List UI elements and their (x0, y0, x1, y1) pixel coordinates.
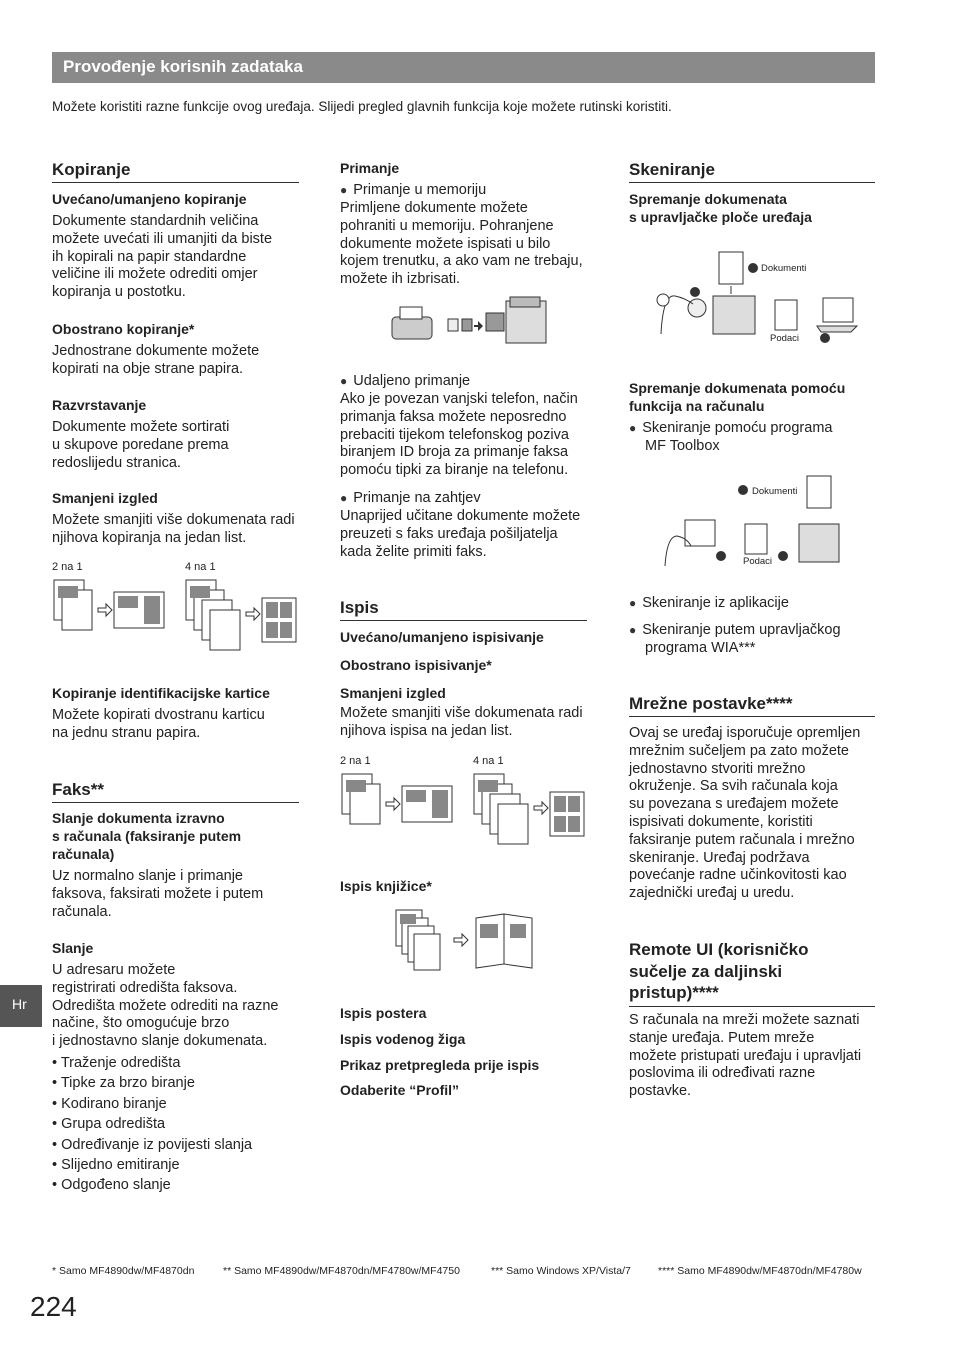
text-block: U adresaru možete registrirati odredišta faksova. Odredišta možete odrediti na razne načine, što omogućuje brzo i jednostavno slanje dokumenata. (52, 962, 279, 1050)
sub-obostrano-kopiranje: Obostrano kopiranje* (52, 321, 195, 337)
label-dokumenti: Dokumenti (752, 486, 798, 497)
page-number: 224 (30, 1291, 77, 1322)
sub-slanje: Slanje (52, 940, 94, 956)
bullet-primanje-zahtjev: ● Primanje na zahtjev (340, 490, 481, 508)
text-block: MF Toolbox (645, 438, 720, 454)
sub-profil: Odaberite “Profil” (340, 1082, 460, 1098)
bullet-mf-toolbox: ● Skeniranje pomoću programa (629, 420, 832, 438)
text-block: Ako je povezan vanjski telefon, način primanja faksa možete neposredno prebaciti tijekom telefonskog poziva biranjem ID broja za primanje faksa pomoću tipki za biranje na telefonu. (340, 391, 578, 479)
heading-remote-ui: Remote UI (korisničko sučelje za daljinski pristup)**** (629, 939, 875, 1007)
sub-obostrano-ispis: Obostrano ispisivanje* (340, 657, 492, 673)
sub-vodeni-zig: Ispis vodenog žiga (340, 1031, 466, 1047)
scan-panel-illustration (649, 248, 869, 348)
heading-ispis: Ispis (340, 598, 587, 621)
text-block: Možete smanjiti više dokumenata radi njihova kopiranja na jedan list. (52, 512, 295, 546)
text-block: Ovaj se uređaj isporučuje opremljen mrežnim sučeljem pa zato možete jednostavno stvoriti mrežno okruženje. Sa svih računala koja su povezana s uređajem možete ispisivati dokumente, koristiti faksiranje putem računala i mrežno skeniranje. Uređaj podržava povećanje radne učinkovitosti kao zajednički uređaj u uredu. (629, 725, 861, 902)
intro-text: Možete koristiti razne funkcije ovog uređaja. Slijedi pregled glavnih funkcija koje možete rutinski koristiti. (52, 99, 672, 114)
text-block: Primljene dokumente možete pohraniti u memoriju. Pohranjene dokumente možete ispisati u bilo kojem trenutku, a ako vam ne trebaju, možete ih izbrisati. (340, 200, 583, 288)
text-block: Možete kopirati dvostranu karticu na jednu stranu papira. (52, 707, 265, 741)
sub-spremanje-ploca: Spremanje dokumenata s upravljačke ploče uređaja (629, 191, 812, 225)
sub-primanje: Primanje (340, 160, 400, 176)
label-4na1: 4 na 1 (473, 755, 504, 767)
section-banner (52, 52, 875, 83)
bullet-primanje-memorija: ● Primanje u memoriju (340, 182, 486, 200)
footnote: ** Samo MF4890dw/MF4870dn/MF4780w/MF4750 (223, 1265, 460, 1277)
heading-faks: Faks** (52, 780, 299, 803)
bullet-iz-aplikacije: ● Skeniranje iz aplikacije (629, 595, 789, 613)
label-dokumenti: Dokumenti (761, 263, 807, 274)
text-block: Dokumente standardnih veličina možete uvećati ili umanjiti da biste ih kopirali na papir standardne veličine ili možete odrediti omjer kopiranja u postotku. (52, 213, 273, 301)
text-block: programa WIA*** (645, 640, 756, 656)
list-item: • Slijedno emitiranje (52, 1157, 180, 1174)
text-block: Dokumente možete sortirati u skupove poredane prema redoslijedu stranica. (52, 419, 230, 471)
list-item: • Grupa odredišta (52, 1116, 166, 1133)
bullet-udaljeno-primanje: ● Udaljeno primanje (340, 373, 470, 391)
sub-ispis-postera: Ispis postera (340, 1005, 427, 1021)
heading-kopiranje: Kopiranje (52, 160, 299, 183)
footnote: **** Samo MF4890dw/MF4870dn/MF4780w (658, 1265, 862, 1277)
list-item: • Kodirano biranje (52, 1095, 167, 1112)
heading-mrezne-postavke: Mrežne postavke**** (629, 694, 875, 717)
label-4na1: 4 na 1 (185, 561, 216, 573)
text-block: Jednostrane dokumente možete kopirati na obje strane papira. (52, 343, 260, 377)
footnote: *** Samo Windows XP/Vista/7 (491, 1265, 631, 1277)
sub-id-kartica: Kopiranje identifikacijske kartice (52, 685, 270, 701)
sub-pretpregled: Prikaz pretpregleda prije ispis (340, 1057, 540, 1073)
label-podaci: Podaci (770, 333, 800, 344)
list-item: • Tipke za brzo biranje (52, 1075, 195, 1092)
language-tab (0, 985, 42, 1027)
layout-illustration (52, 578, 302, 663)
text-block: Možete smanjiti više dokumenata radi njihova ispisa na jedan list. (340, 705, 583, 739)
text-block: S računala na mreži možete saznati stanje uređaja. Putem mreže možete pristupati uređaju i upravljati poslovima ili određivati razne postavke. (629, 1012, 862, 1100)
list-item: • Odgođeno slanje (52, 1177, 171, 1194)
sub-smanjeni-izgled: Smanjeni izgled (52, 490, 158, 506)
text-block: Unaprijed učitane dokumente možete preuzeti s faks uređaja pošiljatelja kada želite primiti faks. (340, 508, 581, 560)
label-podaci: Podaci (743, 556, 773, 567)
sub-uvecano-ispis: Uvećano/umanjeno ispisivanje (340, 629, 544, 645)
bullet-wia: ● Skeniranje putem upravljačkog (629, 622, 841, 640)
footnote: * Samo MF4890dw/MF4870dn (52, 1265, 195, 1277)
text-block: Uz normalno slanje i primanje faksova, faksirati možete i putem računala. (52, 868, 264, 920)
language-tab-label: Hr (12, 996, 27, 1012)
banner-title: Provođenje korisnih zadataka (63, 57, 303, 76)
label-2na1: 2 na 1 (52, 561, 83, 573)
sub-razvrstavanje: Razvrstavanje (52, 397, 147, 413)
print-layout-illustration (340, 772, 590, 857)
sub-ispis-knjizice: Ispis knjižice* (340, 878, 432, 894)
sub-pc-faks: Slanje dokumenta izravno s računala (faksiranje putem računala) (52, 810, 242, 862)
fax-memory-illustration (388, 295, 548, 350)
list-slanje (52, 1053, 252, 1196)
label-2na1: 2 na 1 (340, 755, 371, 767)
sub-uvecano-kopiranje: Uvećano/umanjeno kopiranje (52, 191, 247, 207)
list-item: • Određivanje iz povijesti slanja (52, 1136, 253, 1153)
sub-spremanje-racunalo: Spremanje dokumenata pomoću funkcija na računalu (629, 380, 846, 414)
list-item: • Traženje odredišta (52, 1055, 181, 1071)
booklet-illustration (394, 908, 534, 983)
sub-smanjeni-izgled-ispis: Smanjeni izgled (340, 685, 446, 701)
heading-skeniranje: Skeniranje (629, 160, 875, 183)
